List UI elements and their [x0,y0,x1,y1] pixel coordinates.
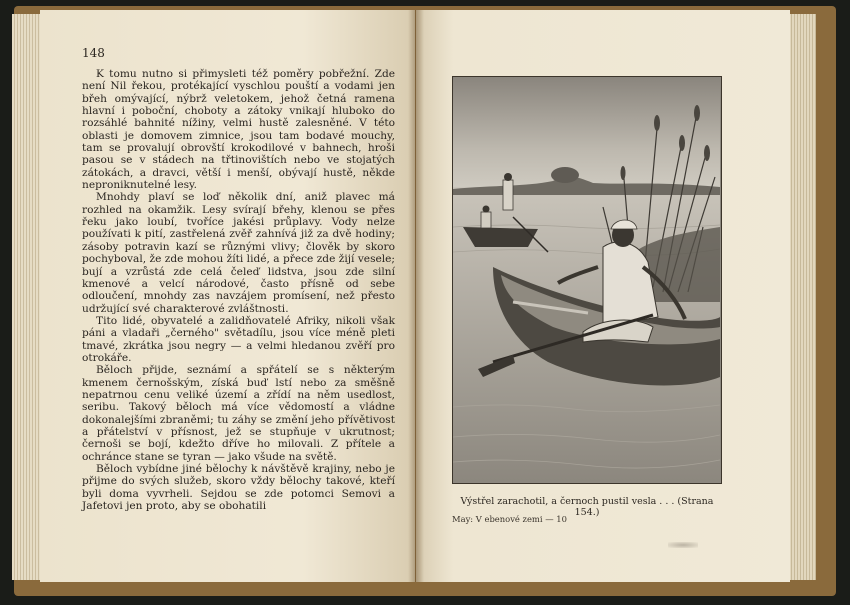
page-number: 148 [82,46,105,60]
paragraph: K tomu nutno si přimysleti též poměry pobřežní. Zde není Nil řekou, protékající vyschlou pouští a vodami jen břeh omývající, nýbrž veletokem, jehož četná ramena hlavní i poboční, choboty a zátoky vnikají hluboko do rozsáhlé bahnité nížiny, velmi hustě zalesněné. V této oblasti je domovem zimnice, jsou tam bodavé mouchy, tam se provalují obrovští krokodilové v bahnech, hroši pasou se v stádech na třtinovištích nebo ve stojatých zátokách, a dravci, větší i menší, obývají hustě, někde neproniknutelné lesy. [82,68,395,192]
body-text [82,68,395,512]
page-edges-left [12,14,42,580]
paragraph: Běloch vybídne jiné bělochy k návštěvě krajiny, nebo je přijme do svých služeb, skoro vždy bělochy takové, kteří byli doma vyvrheli. Sejdou se zde potomci Semovi a Jafetovi jen proto, aby se obohatili [82,463,395,513]
signature-mark: May: V ebenové zemi — 10 [452,514,567,524]
paragraph: Mnohdy plaví se loď několik dní, aniž plavec má rozhled na okamžik. Lesy svírají břehy, klenou se přes řeku jako loubí, tvoříce jakési průplavy. Vody nelze používati k pití, zastřelená zvěř zahnívá již za dvě hodiny; zásoby potravin kazí se různými vlivy; člověk by skoro pochyboval, že zde mohou žíti lidé, a přece zde žijí vesele; bují a vzrůstá zde celá čeleď lidstva, jsou zde silní kmenové a velcí národové, často přísně od sebe odloučení, mnohdy zas navzájem promísení, než přesto udržující své charakterové zvláštnosti. [82,191,395,315]
page-smudge [668,542,698,548]
paragraph: Běloch přijde, seznámí a spřátelí se s některým kmenem černošským, získá buď lstí nebo za směšně nepatrnou cenu veliké území a zřídí na něm usedlost, seribu. Takový běloch má více vědomostí a vládne dokonalejšími zbraněmi; tu záhy se změní jeho přívětivost a přátelství v přísnost, jež se stupňuje v ukrutnost; černoši se bojí, kdežto dříve ho milovali. Z přítele a ochránce stane se tyran — jako všude na světě. [82,364,395,463]
book-gutter [408,10,424,582]
river-canoe-illustration [452,76,722,484]
illustration-caption: Výstřel zarachotil, a černoch pustil vesla . . . (Strana 154.) [460,496,714,518]
page-edges-right [786,14,816,580]
paragraph: Tito lidé, obyvatelé a zalidňovatelé Afriky, nikoli však páni a vladaři „černého" světadílu, jsou více méně pleti tmavé, zkrátka jsou negry — a velmi hledanou zvěří pro otrokáře. [82,314,395,364]
engraving-image [453,77,720,482]
